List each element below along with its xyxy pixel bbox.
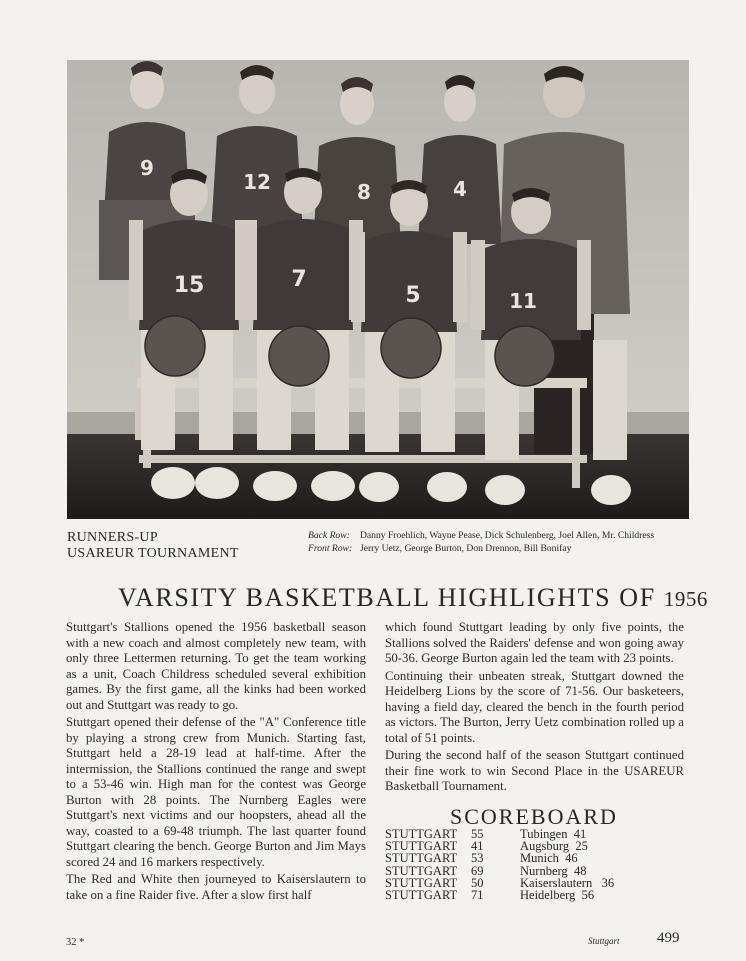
caption-row-label: Front Row: (308, 542, 353, 554)
scoreboard-title: SCOREBOARD (450, 804, 618, 829)
jersey-number: 5 (405, 283, 421, 308)
scoreboard-row (385, 889, 614, 901)
caption-line: USAREUR TOURNAMENT (67, 546, 239, 561)
opponent-score: 41 (573, 827, 587, 841)
team-photo (67, 60, 689, 519)
page-title (118, 583, 708, 613)
opponent-name: Augsburg (520, 839, 570, 854)
jersey-number: 12 (243, 170, 271, 194)
headline-year: 1956 (663, 587, 708, 611)
jersey-number: 15 (173, 273, 205, 298)
team-name: STUTTGART (385, 888, 458, 903)
opponent-name: Kaiserslautern (520, 875, 593, 890)
opponent-score: 48 (573, 863, 587, 878)
caption-front-row (308, 543, 654, 556)
team-name: STUTTGART (385, 839, 458, 854)
scoreboard-table (385, 828, 614, 901)
article-paragraph: which found Stuttgart leading by only five points, the Stallions solved the Raiders' defense and won going away 50-36. George Burton again led the team with 23 points. (385, 620, 684, 665)
opponent-score: 36 (601, 875, 615, 890)
footer-folio: 32 * (66, 937, 85, 948)
team-score: 50 (471, 875, 484, 890)
footer-section: Stuttgart (588, 936, 620, 946)
team-score: 55 (471, 827, 484, 841)
jersey-number: 11 (509, 289, 537, 313)
opponent-score: 46 (565, 851, 578, 866)
scoreboard-row (385, 865, 614, 877)
team-photo-illustration (67, 60, 689, 519)
team-name: STUTTGART (385, 851, 458, 866)
caption-row-names: Danny Froehlich, Wayne Pease, Dick Schulenberg, Joel Allen, Mr. Childress (360, 530, 655, 541)
article-paragraph: Stuttgart opened their defense of the "A" Conference title by playing a strong crew from Munich. Starting fast, Stuttgart held a 28-19 lead at half-time. After the intermission, the Stallions continued the range and swept to a 53-46 win. High man for the contest was George Burton with 28 points. The Nurnberg Eagles were Stuttgart's next victims and our hoopsters, ahead all the way, coasted to a 69-48 triumph. The last quarter found Stuttgart clearing the bench. George Burton and Jim Mays scored 24 and 16 markers respectively. (66, 715, 366, 869)
article-column-left (66, 620, 366, 905)
opponent-name: Nurnberg (520, 863, 568, 878)
scoreboard-row (385, 852, 614, 864)
jersey-number: 9 (140, 156, 154, 180)
caption-row-label: Back Row: (308, 530, 350, 541)
article-paragraph: During the second half of the season Stuttgart continued their fine work to win Second Place in the USAREUR Basketball Tournament. (385, 748, 684, 793)
article-paragraph: Continuing their unbeaten streak, Stuttgart downed the Heidelberg Lions by the score of 71-56. Our basketeers, having a field day, cleared the bench in the fourth period as victors. The Burton, Jerry Uetz combination rolled up a total of 51 points. (385, 668, 684, 745)
headline-text: VARSITY BASKETBALL HIGHLIGHTS OF (118, 583, 656, 612)
team-score: 69 (471, 863, 484, 878)
jersey-number: 7 (291, 267, 307, 292)
photo-caption-names (308, 530, 654, 555)
article-column-right (385, 620, 684, 797)
jersey-number: 4 (453, 177, 467, 201)
article-paragraph: The Red and White then journeyed to Kaiserslautern to take on a fine Raider five. After a slow first half (66, 872, 366, 902)
jersey-number: 8 (357, 180, 371, 204)
opponent-name: Munich (520, 851, 559, 866)
team-score: 71 (471, 888, 484, 903)
caption-line: RUNNERS-UP (67, 530, 158, 545)
caption-back-row (308, 530, 654, 543)
opponent-name: Heidelberg (520, 888, 576, 903)
team-name: STUTTGART (385, 863, 458, 878)
team-score: 41 (471, 839, 484, 854)
team-name: STUTTGART (385, 827, 458, 841)
page-number: 499 (657, 930, 680, 946)
team-name: STUTTGART (385, 875, 458, 890)
article-paragraph: Stuttgart's Stallions opened the 1956 basketball season with a new coach and almost completely new team, with only three Lettermen returning. To get the team working as a unit, Coach Childress scheduled several exhibition games. By the first game, all the kinks had been worked out and Stuttgart was ready to go. (66, 620, 366, 712)
opponent-name: Tubingen (520, 827, 568, 841)
opponent-score: 56 (581, 888, 595, 903)
photo-caption-title (67, 530, 239, 562)
team-score: 53 (471, 851, 484, 866)
caption-row-names: Jerry Uetz, George Burton, Don Drennon, Bill Bonifay (360, 542, 572, 554)
opponent-score: 25 (575, 839, 588, 854)
